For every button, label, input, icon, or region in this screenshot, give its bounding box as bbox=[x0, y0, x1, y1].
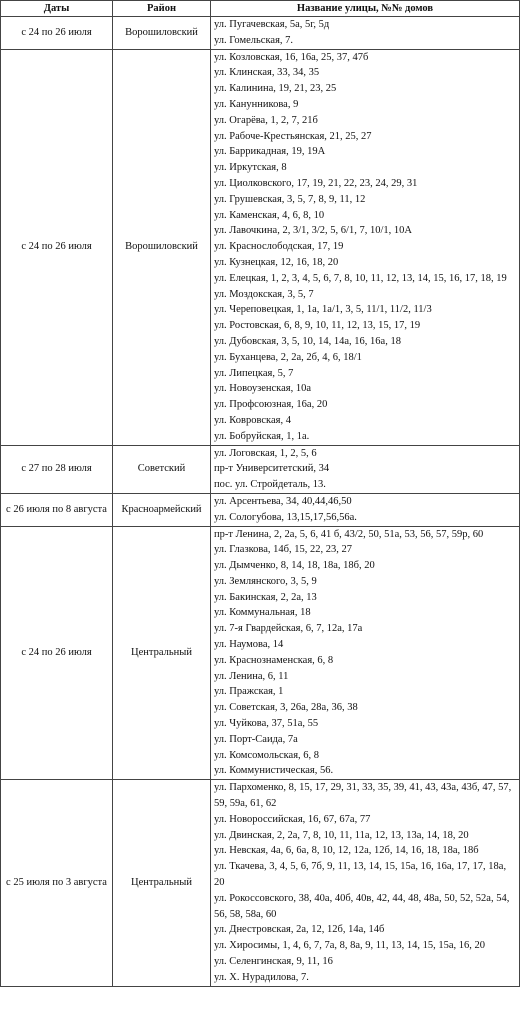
street-entry: пр-т Университетский, 34 bbox=[214, 463, 330, 475]
street-entry: ул. Буханцева, 2, 2а, 2б, 4, 6, 18/1 bbox=[214, 351, 362, 363]
street-entry: ул. Каменская, 4, 6, 8, 10 bbox=[214, 209, 325, 221]
street-entry: ул. Пугачевская, 5а, 5г, 5д bbox=[214, 19, 330, 30]
table-row bbox=[1, 526, 520, 780]
street-entry: ул. Чуйкова, 37, 51а, 55 bbox=[214, 718, 319, 730]
street-entry: ул. Бакинская, 2, 2а, 13 bbox=[214, 591, 317, 603]
row-dates: с 24 по 26 июля bbox=[1, 526, 113, 780]
street-entry: ул. Хиросимы, 1, 4, 6, 7, 7а, 8, 8а, 9, 11, 13, 14, 15, 15а, 16, 20 bbox=[214, 940, 486, 952]
street-entry: ул. Логовская, 1, 2, 5, 6 bbox=[214, 447, 317, 459]
street-entry: ул. Пархоменко, 8, 15, 17, 29, 31, 33, 35, 39, 41, 43, 43а, 43б, 47, 57, 59, 59а, 61, 62 bbox=[214, 782, 512, 810]
row-streets bbox=[211, 493, 520, 526]
row-dates: с 25 июля по 3 августа bbox=[1, 780, 113, 986]
street-entry: ул. Краснослободская, 17, 19 bbox=[214, 241, 344, 253]
street-entry: ул. Липецкая, 5, 7 bbox=[214, 367, 294, 379]
street-entry: ул. Профсоюзная, 16а, 20 bbox=[214, 399, 328, 411]
table-body bbox=[1, 17, 520, 987]
header-row bbox=[1, 1, 520, 17]
street-entry: ул. Калинина, 19, 21, 23, 25 bbox=[214, 83, 337, 95]
street-entry: ул. Дымченко, 8, 14, 18, 18а, 18б, 20 bbox=[214, 560, 375, 572]
street-entry: ул. Двинская, 2, 2а, 7, 8, 10, 11, 11а, 12, 13, 13а, 14, 18, 20 bbox=[214, 829, 469, 841]
street-entry: ул. Днестровская, 2а, 12, 12б, 14а, 14б bbox=[214, 924, 385, 936]
table-row bbox=[1, 49, 520, 445]
row-dates: с 24 по 26 июля bbox=[1, 17, 113, 50]
row-district: Красноармейский bbox=[113, 493, 211, 526]
street-entry: ул. Клинская, 33, 34, 35 bbox=[214, 67, 320, 79]
header-district: Район bbox=[113, 1, 211, 17]
street-entry: ул. Огарёва, 1, 2, 7, 21б bbox=[214, 114, 318, 126]
street-entry: ул. Канунникова, 9 bbox=[214, 98, 299, 110]
street-entry: ул. Ростовская, 6, 8, 9, 10, 11, 12, 13, 15, 17, 19 bbox=[214, 320, 421, 332]
street-entry: ул. Дубовская, 3, 5, 10, 14, 14а, 16, 16а, 18 bbox=[214, 335, 401, 347]
street-entry: ул. Грушевская, 3, 5, 7, 8, 9, 11, 12 bbox=[214, 193, 366, 205]
row-district: Ворошиловский bbox=[113, 49, 211, 445]
street-entry: ул. Иркутская, 8 bbox=[214, 162, 287, 174]
street-entry: ул. Землянского, 3, 5, 9 bbox=[214, 575, 317, 587]
row-dates: с 27 по 28 июля bbox=[1, 445, 113, 493]
row-district: Центральный bbox=[113, 526, 211, 780]
table-row bbox=[1, 493, 520, 526]
street-entry: ул. Х. Нурадилова, 7. bbox=[214, 971, 309, 983]
street-entry: ул. Коммунальная, 18 bbox=[214, 607, 311, 619]
street-entry: ул. Арсентьева, 34, 40,44,46,50 bbox=[214, 495, 352, 507]
street-entry: ул. Новоузенская, 10а bbox=[214, 383, 312, 395]
table-row bbox=[1, 445, 520, 493]
row-dates: с 26 июля по 8 августа bbox=[1, 493, 113, 526]
street-entry: ул. Комсомольская, 6, 8 bbox=[214, 749, 320, 761]
row-dates: с 24 по 26 июля bbox=[1, 49, 113, 445]
street-entry: ул. Ковровская, 4 bbox=[214, 414, 291, 426]
header-dates: Даты bbox=[1, 1, 113, 17]
street-entry: ул. Порт-Саида, 7а bbox=[214, 733, 298, 745]
street-entry: ул. Рокоссовского, 38, 40а, 40б, 40в, 42, 44, 48, 48а, 50, 52, 52а, 54, 56, 58, 58а, 60 bbox=[214, 892, 510, 920]
table-row bbox=[1, 17, 520, 50]
street-entry: ул. Баррикадная, 19, 19А bbox=[214, 146, 326, 158]
street-entry: ул. Краснознаменская, 6, 8 bbox=[214, 654, 334, 666]
header-streets: Название улицы, №№ домов bbox=[211, 1, 520, 17]
street-entry: ул. Череповецкая, 1, 1а, 1а/1, 3, 5, 11/1, 11/2, 11/3 bbox=[214, 304, 432, 316]
street-entry: ул. 7-я Гвардейская, 6, 7, 12а, 17а bbox=[214, 623, 363, 635]
street-entry: ул. Циолковского, 17, 19, 21, 22, 23, 24, 29, 31 bbox=[214, 177, 418, 189]
row-streets bbox=[211, 780, 520, 986]
street-entry: ул. Невская, 4а, 6, 6а, 8, 10, 12, 12а, 12б, 14, 16, 18, 18а, 18б bbox=[214, 845, 479, 857]
street-entry: ул. Гомельская, 7. bbox=[214, 34, 294, 46]
street-entry: ул. Ленина, 6, 11 bbox=[214, 670, 289, 682]
row-streets bbox=[211, 17, 520, 50]
street-entry: ул. Советская, 3, 26а, 28а, 36, 38 bbox=[214, 702, 358, 714]
street-entry: ул. Рабоче-Крестьянская, 21, 25, 27 bbox=[214, 130, 372, 142]
street-entry: ул. Новороссийская, 16, 67, 67а, 77 bbox=[214, 813, 371, 825]
row-district: Ворошиловский bbox=[113, 17, 211, 50]
row-streets bbox=[211, 445, 520, 493]
street-entry: ул. Коммунистическая, 56. bbox=[214, 765, 334, 777]
row-streets bbox=[211, 526, 520, 780]
street-entry: ул. Глазкова, 14б, 15, 22, 23, 27 bbox=[214, 544, 352, 556]
street-entry: пос. ул. Стройдеталь, 13. bbox=[214, 479, 326, 491]
street-entry: ул. Ткачева, 3, 4, 5, 6, 7б, 9, 11, 13, 14, 15, 15а, 16, 16а, 17, 17, 18а, 20 bbox=[214, 861, 507, 889]
row-streets bbox=[211, 49, 520, 445]
street-entry: ул. Наумова, 14 bbox=[214, 639, 284, 651]
street-entry: ул. Моздокская, 3, 5, 7 bbox=[214, 288, 314, 300]
row-district: Советский bbox=[113, 445, 211, 493]
table-row bbox=[1, 780, 520, 986]
row-district: Центральный bbox=[113, 780, 211, 986]
street-entry: пр-т Ленина, 2, 2а, 5, 6, 41 б, 43/2, 50, 51а, 53, 56, 57, 59р, 60 bbox=[214, 528, 484, 540]
street-entry: ул. Козловская, 16, 16а, 25, 37, 47б bbox=[214, 51, 369, 63]
street-entry: ул. Бобруйская, 1, 1а. bbox=[214, 430, 310, 442]
street-entry: ул. Сологубова, 13,15,17,56,56а. bbox=[214, 511, 357, 523]
street-entry: ул. Селенгинская, 9, 11, 16 bbox=[214, 956, 333, 968]
street-entry: ул. Пражская, 1 bbox=[214, 686, 284, 698]
street-entry: ул. Лавочкина, 2, 3/1, 3/2, 5, 6/1, 7, 10/1, 10А bbox=[214, 225, 412, 237]
street-entry: ул. Елецкая, 1, 2, 3, 4, 5, 6, 7, 8, 10, 11, 12, 13, 14, 15, 16, 17, 18, 19 bbox=[214, 272, 507, 284]
street-entry: ул. Кузнецкая, 12, 16, 18, 20 bbox=[214, 256, 339, 268]
